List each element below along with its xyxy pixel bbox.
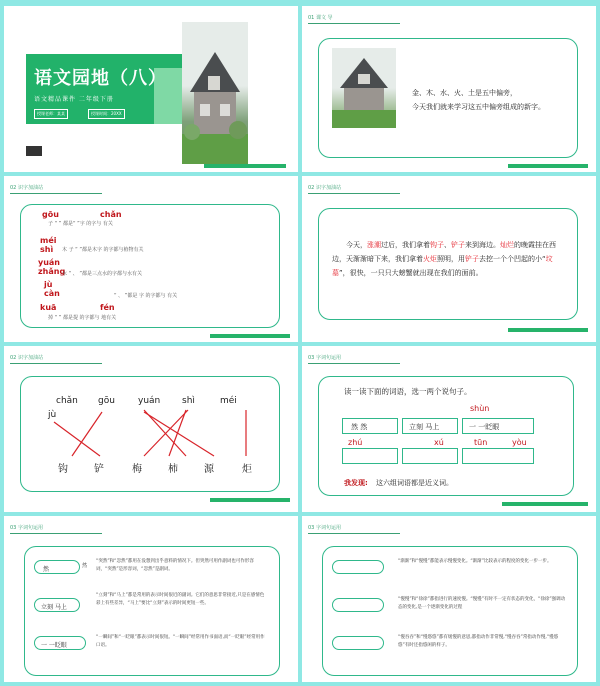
- header-line: [308, 533, 400, 534]
- pinyin: chǎn: [100, 210, 122, 219]
- instruction: 读一读下面的词语，选一两个说句子。: [344, 387, 472, 396]
- story-text: 过后，我们拿着: [381, 241, 430, 249]
- header-line: [308, 363, 400, 364]
- pinyin-label: méi: [220, 396, 237, 406]
- presenter: 授课老师：某某: [34, 109, 68, 119]
- intro-line2: 今天我们就来学习这五中偏旁组成的新字。: [412, 103, 545, 111]
- deco-bar: [204, 164, 286, 168]
- pinyin: xú: [434, 438, 444, 447]
- pinyin: zhú: [348, 438, 363, 447]
- slide-header: 03 字词句运用: [308, 355, 341, 361]
- story-text: 的晚霞挂在西边，天渐渐暗下来，我们拿着: [332, 241, 556, 263]
- word-pill[interactable]: [332, 560, 384, 574]
- pinyin: gōu: [42, 210, 59, 219]
- word-box[interactable]: 立刻 马上: [402, 418, 458, 434]
- synonym-note: “渐渐”和“慢慢”都能表示慢慢变化。“渐渐”比较表示的程度的变化一步一步。: [398, 559, 552, 564]
- slide-header: 02 识字加油站: [308, 185, 341, 191]
- pinyin: shùn: [470, 404, 490, 413]
- synonym-note: “慢吞吞”和“慢悠悠”都有缓慢的意思,都指动作非常慢,“慢吞吞”常指动作慢,“慢悠悠”有时还指悠闲的样子。: [398, 635, 559, 648]
- word-pill-side: 然: [82, 563, 88, 569]
- story-highlight: 铲子: [465, 255, 479, 263]
- row-text: 木 子 “ ”都是木字 的字都与植物有关: [62, 247, 144, 253]
- slide-synonyms-2: [302, 516, 596, 682]
- answer-box[interactable]: [342, 448, 398, 464]
- deco-bar: [210, 334, 290, 338]
- header-line: [308, 23, 400, 24]
- deco-bar: [508, 164, 588, 168]
- pinyin: méi shì: [40, 236, 57, 254]
- char-label: 梅: [132, 464, 142, 475]
- story-highlight: 涨潮: [367, 241, 381, 249]
- pinyin: yòu: [512, 438, 527, 447]
- row-text: 子 “ ” 都是“ ”字 的字与 有关: [48, 221, 113, 227]
- house-illustration: [332, 48, 396, 128]
- story-text: 来到海边。: [465, 241, 500, 249]
- answer-box[interactable]: [462, 448, 534, 464]
- story-text: ”，很快，一只只大螃蟹就出现在我们的面前。: [339, 269, 483, 277]
- story-highlight: 灿烂: [500, 241, 514, 249]
- story-highlight: 钩子: [430, 241, 444, 249]
- deco-bar: [210, 498, 290, 502]
- slide-word-practice: [302, 346, 596, 512]
- answer-box[interactable]: [402, 448, 458, 464]
- pinyin: yuán zhǎng: [38, 258, 66, 276]
- row-text: “ 、 ”都是 字 的字都与 有关: [114, 293, 178, 299]
- char-label: 钩: [58, 464, 68, 475]
- pinyin-label: shì: [182, 396, 195, 406]
- pinyin: tūn: [474, 438, 488, 447]
- synonym-note: “突然”和“忽然”都用在没想到出乎意料的情况下。但突然可用作副词也可作形容词，“突然”是形容词，“忽然”是副词。: [96, 559, 254, 572]
- word-box[interactable]: 一 一眨眼: [462, 418, 534, 434]
- story-paragraph: [332, 238, 568, 280]
- word-pill[interactable]: 一 一眨眼: [34, 636, 86, 650]
- pinyin-label: gōu: [98, 396, 115, 406]
- char-label: 铲: [94, 464, 104, 475]
- house-photo: [182, 22, 248, 164]
- char-label: 柿: [168, 464, 178, 475]
- slide-matching: [4, 346, 298, 512]
- slide-title-text: 语文园地（八）: [34, 68, 167, 89]
- synonym-note: “慢慢”和“徐徐”都指进行的速度慢。“慢慢”有时不一定有状态的变化，“徐徐”强调动态的变化,是一个逐渐变化的过程: [398, 597, 566, 610]
- house-illustration: [182, 22, 248, 164]
- pinyin: jù càn: [44, 280, 60, 298]
- char-label: 炬: [242, 464, 252, 475]
- slide-literacy-1: [4, 176, 298, 342]
- intro-line1: 金、木、水、火、土是五中偏旁，: [412, 89, 517, 97]
- story-text: 、: [444, 241, 451, 249]
- slide-header: 01 课文 导: [308, 15, 333, 21]
- row-text: 水 “ 、 ”都是三点水的字都与水有关: [62, 271, 142, 277]
- deco-square: [26, 146, 42, 156]
- slide-header: 02 识字加油站: [10, 355, 43, 361]
- word-pill[interactable]: [332, 636, 384, 650]
- house-photo: [332, 48, 396, 128]
- story-highlight: 铲子: [451, 241, 465, 249]
- pinyin: fén: [100, 303, 115, 312]
- word-box[interactable]: 然 然: [342, 418, 398, 434]
- word-pill[interactable]: 然: [34, 560, 80, 574]
- slide-header: 02 识字加油站: [10, 185, 43, 191]
- subtitle: 语文精品课件 二年级下册: [34, 96, 114, 103]
- pinyin-label: yuán: [138, 396, 161, 406]
- pinyin: kuā: [40, 303, 57, 312]
- find-label: 我发现:: [344, 479, 368, 487]
- header-line: [10, 193, 102, 194]
- slide-header: 03 字词句运用: [308, 525, 341, 531]
- deco-bar: [502, 502, 588, 506]
- find-text: 这六组词语都是近义词。: [376, 479, 453, 487]
- story-highlight: 火炬: [423, 255, 437, 263]
- slide-synonyms-1: [4, 516, 298, 682]
- slide-intro: [302, 6, 596, 172]
- synonym-note: “立刻”和“马上”都是常用的表示时间很近的副词。它们的意思非常接近,只是在感情色彩上有些差异，“马上”要比“立刻”表示的时间更短一些。: [96, 593, 265, 606]
- slide-header: 03 字词句运用: [10, 525, 43, 531]
- story-text: 去挖一个个凹起的小“: [479, 255, 546, 263]
- word-pill[interactable]: [332, 598, 384, 612]
- story-text: 照明，用: [437, 255, 465, 263]
- word-pill[interactable]: 立刻 马上: [34, 598, 80, 612]
- slide-title: [4, 6, 298, 172]
- story-text: 今天，: [346, 241, 367, 249]
- slide-literacy-2: [302, 176, 596, 342]
- row-text: 掉 “ ” 都是提 的字都与 地有关: [48, 315, 117, 321]
- match-lines: [4, 346, 298, 512]
- char-label: 源: [204, 464, 214, 475]
- date: 授课时间：20XX: [88, 109, 125, 119]
- header-line: [308, 193, 400, 194]
- header-line: [10, 533, 102, 534]
- story-highlight: 坟墓: [332, 255, 553, 277]
- deco-bar: [508, 328, 588, 332]
- pinyin-label: jù: [48, 410, 57, 420]
- pinyin-label: chǎn: [56, 396, 78, 406]
- synonym-note: “一瞬间”和“一眨眼”都表示时间很短。“一瞬间”经常用作书面语,而“一眨眼”经常用作口语。: [96, 635, 265, 648]
